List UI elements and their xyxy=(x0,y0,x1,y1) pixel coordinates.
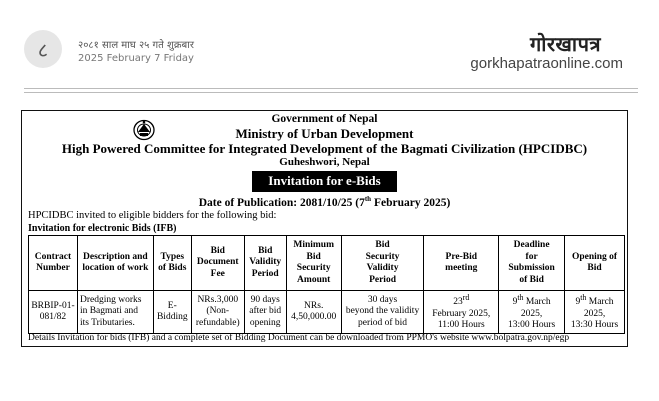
col-security-validity: Bid Security Validity Period xyxy=(341,236,424,291)
col-opening: Opening of Bid xyxy=(565,236,625,291)
table-row xyxy=(29,291,625,334)
committee-heading: High Powered Committee for Integrated Development of the Bagmati Civilization (HPCIDBC) xyxy=(61,141,588,156)
col-contract-number: Contract Number xyxy=(29,236,78,291)
invitation-text: HPCIDBC invited to eligible bidders for the following bid: xyxy=(28,210,277,221)
col-validity-period: Bid Validity Period xyxy=(244,236,286,291)
bids-table xyxy=(28,235,625,334)
cell-description: Dredging works in Bagmati and its Tributaries. xyxy=(77,291,153,334)
bid-notice xyxy=(21,110,628,347)
download-note: Details Invitation for bids (IFB) and a complete set of Bidding Document can be downloaded from PPMO's website www.bolpatra.gov.np/egp xyxy=(28,333,570,343)
nepali-date: २०८१ साल माघ २५ गते शुक्रबार xyxy=(78,40,194,51)
english-date: 2025 February 7 Friday xyxy=(78,53,194,64)
cell-validity: 90 days after bid opening xyxy=(244,291,286,334)
ifb-label: Invitation for electronic Bids (IFB) xyxy=(28,223,177,234)
cell-fee: NRs.3,000 (Non- refundable) xyxy=(191,291,244,334)
cell-type: E- Bidding xyxy=(153,291,191,334)
col-deadline: Deadline for Submission of Bid xyxy=(499,236,565,291)
cell-opening: 9th March 2025, 13:30 Hours xyxy=(565,291,625,334)
header-divider-top xyxy=(24,88,638,89)
publication-date: Date of Publication: 2081/10/25 (7th February 2025) xyxy=(198,195,451,209)
cell-contract-number: BRBIP-01- 081/82 xyxy=(29,291,78,334)
col-document-fee: Bid Document Fee xyxy=(191,236,244,291)
col-description: Description and location of work xyxy=(77,236,153,291)
invitation-banner: Invitation for e-Bids xyxy=(252,171,396,192)
col-types-of-bids: Types of Bids xyxy=(153,236,191,291)
cell-deadline: 9th March 2025, 13:00 Hours xyxy=(499,291,565,334)
table-header-row xyxy=(29,236,625,291)
cell-security-amount: NRs. 4,50,000.00 xyxy=(286,291,341,334)
page-number-badge xyxy=(24,30,62,68)
page-number: ८ xyxy=(37,37,49,62)
cell-prebid: 23rd February 2025, 11:00 Hours xyxy=(424,291,499,334)
government-heading: Government of Nepal xyxy=(271,113,378,125)
location-heading: Guheshwori, Nepal xyxy=(279,156,370,168)
brand-url[interactable]: gorkhapatraonline.com xyxy=(470,55,623,72)
header-divider-bottom xyxy=(24,92,638,93)
ministry-heading: Ministry of Urban Development xyxy=(235,126,414,141)
col-security-amount: Minimum Bid Security Amount xyxy=(286,236,341,291)
col-prebid-meeting: Pre-Bid meeting xyxy=(424,236,499,291)
brand-name: गोरखापत्र xyxy=(529,32,601,56)
cell-security-validity: 30 days beyond the validity period of bid xyxy=(341,291,424,334)
